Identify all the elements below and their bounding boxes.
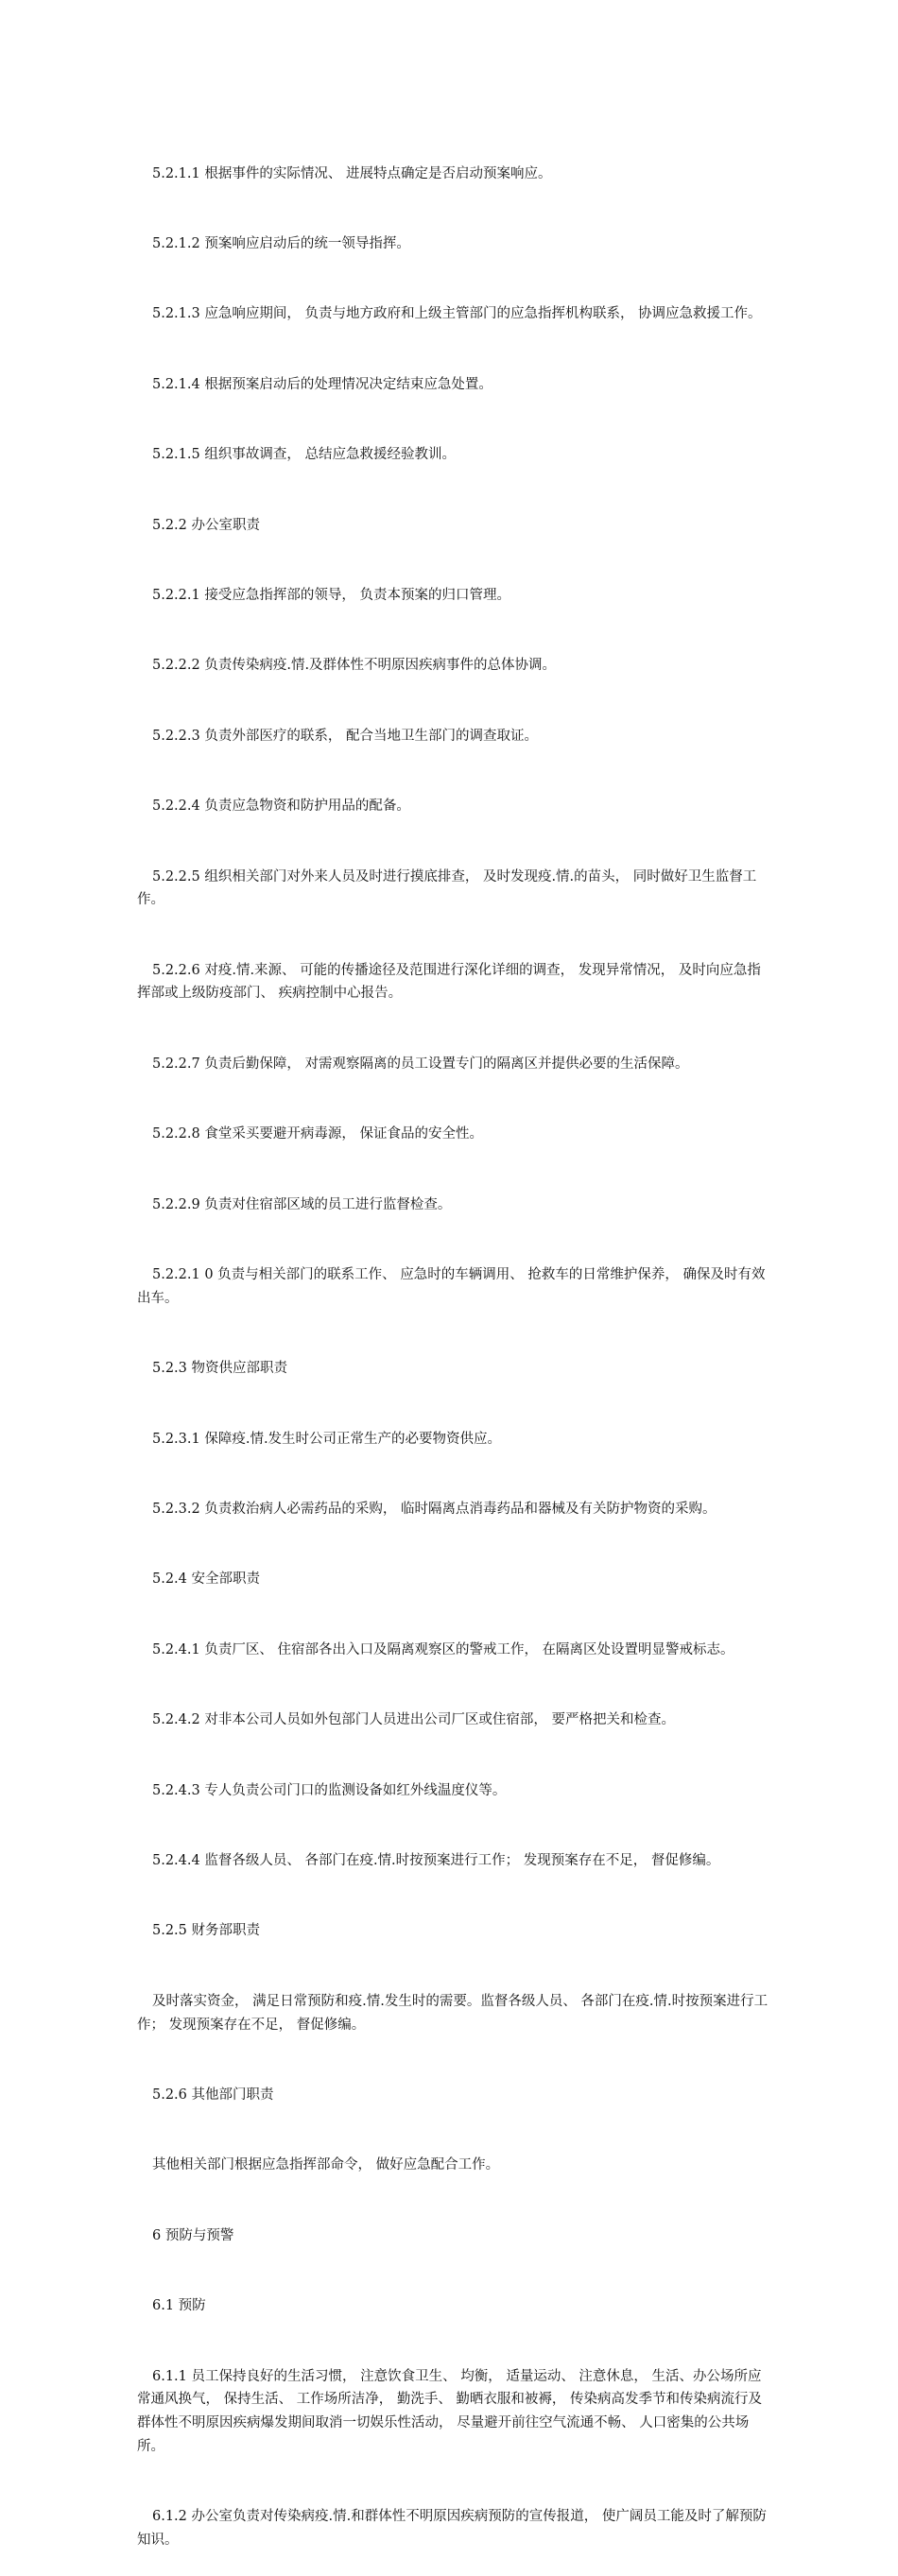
paragraph: 5.2.2.3 负责外部医疗的联系， 配合当地卫生部门的调查取证。	[152, 728, 538, 744]
paragraph: 5.2.2.4 负责应急物资和防护用品的配备。	[152, 799, 410, 815]
paragraph: 5.2.4.2 对非本公司人员如外包部门人员进出公司厂区或住宿部， 要严格把关和检查。	[152, 1712, 675, 1728]
paragraph: 5.2.1.3 应急响应期间， 负责与地方政府和上级主管部门的应急指挥机构联系， 协调应急救援工作。	[152, 306, 762, 322]
paragraph: 5.2.2.6 对疫.情.来源、 可能的传播途径及范围进行深化详细的调查， 发现异常情况， 及时向应急指挥部或上级防疫部门、 疾病控制中心报告。	[137, 962, 761, 1002]
document-body	[137, 115, 770, 2576]
section-heading: 5.2.5 财务部职责	[152, 1923, 261, 1939]
paragraph: 5.2.2.1 接受应急指挥部的领导， 负责本预案的归口管理。	[152, 587, 510, 603]
paragraph: 5.2.2.2 负责传染病疫.情.及群体性不明原因疾病事件的总体协调。	[152, 658, 557, 674]
paragraph: 5.2.2.8 食堂采买要避开病毒源， 保证食品的安全性。	[152, 1126, 483, 1142]
paragraph: 5.2.2.1 0 负责与相关部门的联系工作、 应急时的车辆调用、 抢救车的日常维护保养， 确保及时有效出车。	[137, 1267, 766, 1306]
paragraph: 5.2.4.1 负责厂区、 住宿部各出入口及隔离观察区的警戒工作， 在隔离区处设置明显警戒标志。	[152, 1641, 734, 1657]
paragraph: 6.1.1 员工保持良好的生活习惯， 注意饮食卫生、 均衡， 适量运动、 注意休息， 生活、办公场所应常通风换气， 保持生活、 工作场所洁净， 勤洗手、 勤晒衣服和被褥， 传染病高发季节和传染病流行及群体性不明原因疾病爆发期间取消一切娱乐性活动， 尽量避开前往空气流通不畅、 人口密集的公共场所。	[137, 2368, 763, 2454]
paragraph: 5.2.2.9 负责对住宿部区域的员工进行监督检查。	[152, 1196, 452, 1212]
section-heading: 5.2.3 物资供应部职责	[152, 1361, 288, 1377]
paragraph: 5.2.1.5 组织事故调查， 总结应急救援经验教训。	[152, 447, 456, 463]
paragraph: 5.2.3.1 保障疫.情.发生时公司正常生产的必要物资供应。	[152, 1431, 502, 1447]
section-heading: 5.2.2 办公室职责	[152, 517, 261, 533]
paragraph: 5.2.1.1 根据事件的实际情况、 进展特点确定是否启动预案响应。	[152, 165, 552, 181]
paragraph: 6.1.2 办公室负责对传染病疫.情.和群体性不明原因疾病预防的宣传报道， 使广阔员工能及时了解预防知识。	[137, 2509, 767, 2549]
section-heading: 5.2.6 其他部门职责	[152, 2087, 274, 2103]
section-heading: 6.1 预防	[152, 2298, 206, 2314]
paragraph: 5.2.3.2 负责救治病人必需药品的采购， 临时隔离点消毒药品和器械及有关防护物资的采购。	[152, 1502, 717, 1518]
paragraph: 5.2.4.3 专人负责公司门口的监测设备如红外线温度仪等。	[152, 1782, 507, 1798]
paragraph: 及时落实资金， 满足日常预防和疫.情.发生时的需要。监督各级人员、 各部门在疫.情.时按预案进行工作； 发现预案存在不足， 督促修编。	[137, 1993, 768, 2033]
paragraph: 5.2.2.7 负责后勤保障， 对需观察隔离的员工设置专门的隔离区并提供必要的生活保障。	[152, 1056, 689, 1072]
paragraph: 5.2.2.5 组织相关部门对外来人员及时进行摸底排查， 及时发现疫.情.的苗头， 同时做好卫生监督工作。	[137, 868, 757, 908]
paragraph: 5.2.4.4 监督各级人员、 各部门在疫.情.时按预案进行工作； 发现预案存在不足， 督促修编。	[152, 1852, 720, 1868]
paragraph: 其他相关部门根据应急指挥部命令， 做好应急配合工作。	[152, 2157, 500, 2173]
paragraph: 5.2.1.2 预案响应启动后的统一领导指挥。	[152, 235, 410, 251]
section-heading: 5.2.4 安全部职责	[152, 1571, 261, 1588]
paragraph: 5.2.1.4 根据预案启动后的处理情况决定结束应急处置。	[152, 376, 492, 392]
chapter-heading: 6 预防与预警	[152, 2227, 234, 2243]
